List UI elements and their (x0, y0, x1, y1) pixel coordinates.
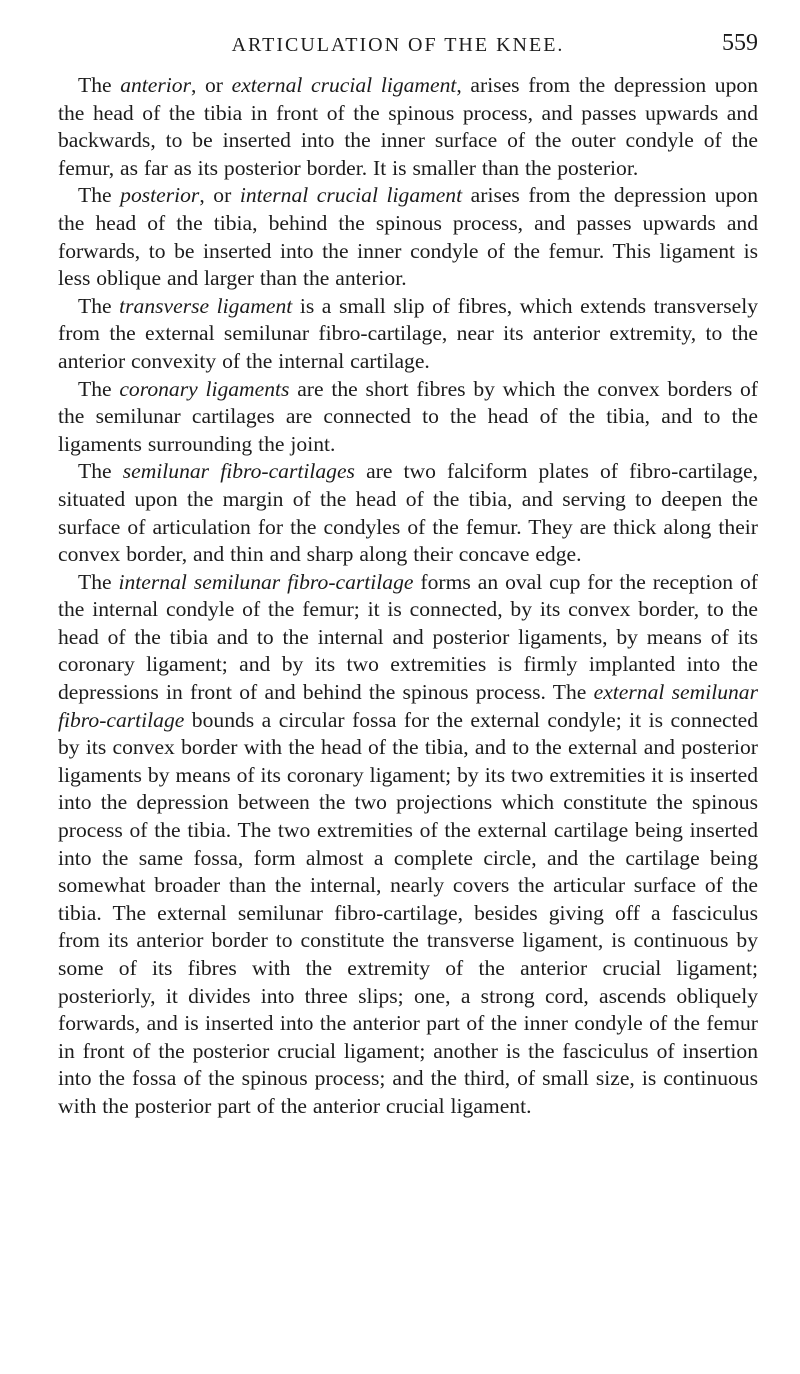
italic-term: anterior (120, 73, 191, 97)
paragraph-text: are two falciform plates of fibro-cartilage, situated upon the margin of the head of the tibia, and serving to deepen the surface of articulation for the condyles of the femur. They are thick along their convex border, and thin and sharp along their concave edge. (58, 459, 758, 567)
body-text (58, 72, 758, 1121)
paragraph-text: The (78, 459, 123, 484)
paragraph (58, 569, 758, 1121)
paragraph (58, 182, 758, 292)
italic-term: external crucial ligament (231, 73, 457, 97)
paragraph-text: , or (199, 183, 240, 208)
italic-term: semilunar fibro-cartilages (122, 459, 355, 484)
paragraph (58, 458, 758, 568)
paragraph-text: The (78, 73, 121, 97)
paragraph-text: The (78, 293, 120, 318)
running-head (58, 28, 758, 68)
italic-term: posterior (120, 183, 200, 208)
paragraph-text: is a small slip of fibres, which extends transversely from the external semilunar fibro-cartilage, near its anterior extremity, to the anterior convexity of the internal cartilage. (58, 293, 758, 373)
paragraph (58, 376, 758, 459)
italic-term: internal semilunar fibro-cartilage (118, 569, 414, 594)
paragraph-text: bounds a circular fossa for the external condyle; it is connected by its convex border with the head of the tibia, and to the external and posterior ligaments by means of its coronary ligament; by its two extremities it is inserted into the depression between the two projections which constitute the spinous process of the tibia. The two extremities of the external cartilage being inserted into the same fossa, form almost a complete circle, and the cartilage being somewhat broader than the internal, nearly covers the articular surface of the tibia. The external semilunar fibro-cartilage, besides giving off a fasciculus from its anterior border to constitute the transverse ligament, is continuous by some of its fibres with the extremity of the anterior crucial ligament; posteriorly, it divides into three slips; one, a strong cord, ascends obliquely forwards, and is inserted into the anterior part of the inner condyle of the femur in front of the posterior crucial ligament; another is the fasciculus of insertion into the fossa of the spinous process; and the third, of small size, is continuous with the posterior part of the anterior crucial ligament. (58, 707, 758, 1118)
italic-term: coronary ligaments (119, 376, 290, 401)
page-number: 559 (722, 30, 758, 56)
paragraph-text: forms an oval cup for the reception of the internal condyle of the femur; it is connected, by its convex border, to the head of the tibia and to the internal and posterior ligaments, by means of its coronary ligament; and by its two extremities is firmly implanted into the depressions in front of and behind the spinous process. The (58, 569, 758, 705)
paragraph-text: , or (190, 73, 232, 97)
italic-term: external semilunar fibro-cartilage (58, 680, 758, 732)
italic-term: internal crucial ligament (239, 183, 463, 208)
italic-term: transverse ligament (119, 293, 293, 318)
running-title: ARTICULATION OF THE KNEE. (231, 34, 565, 56)
paragraph (58, 72, 758, 182)
paragraph-text: The (78, 376, 120, 401)
paragraph-text: The (78, 183, 121, 208)
paragraph-text: are the short fibres by which the convex borders of the semilunar cartilages are connected to the head of the tibia, and to the ligaments surrounding the joint. (58, 376, 758, 456)
paragraph (58, 293, 758, 376)
paragraph-text: arises from the depression upon the head of the tibia, behind the spinous process, and passes upwards and forwards, to be inserted into the inner condyle of the femur. This ligament is less oblique and larger than the anterior. (58, 183, 758, 291)
paragraph-text: , arises from the depression upon the head of the tibia in front of the spinous process, and passes upwards and backwards, to be inserted into the inner surface of the outer condyle of the femur, as far as its posterior border. It is smaller than the posterior. (58, 73, 758, 180)
paragraph-text: The (78, 569, 119, 594)
